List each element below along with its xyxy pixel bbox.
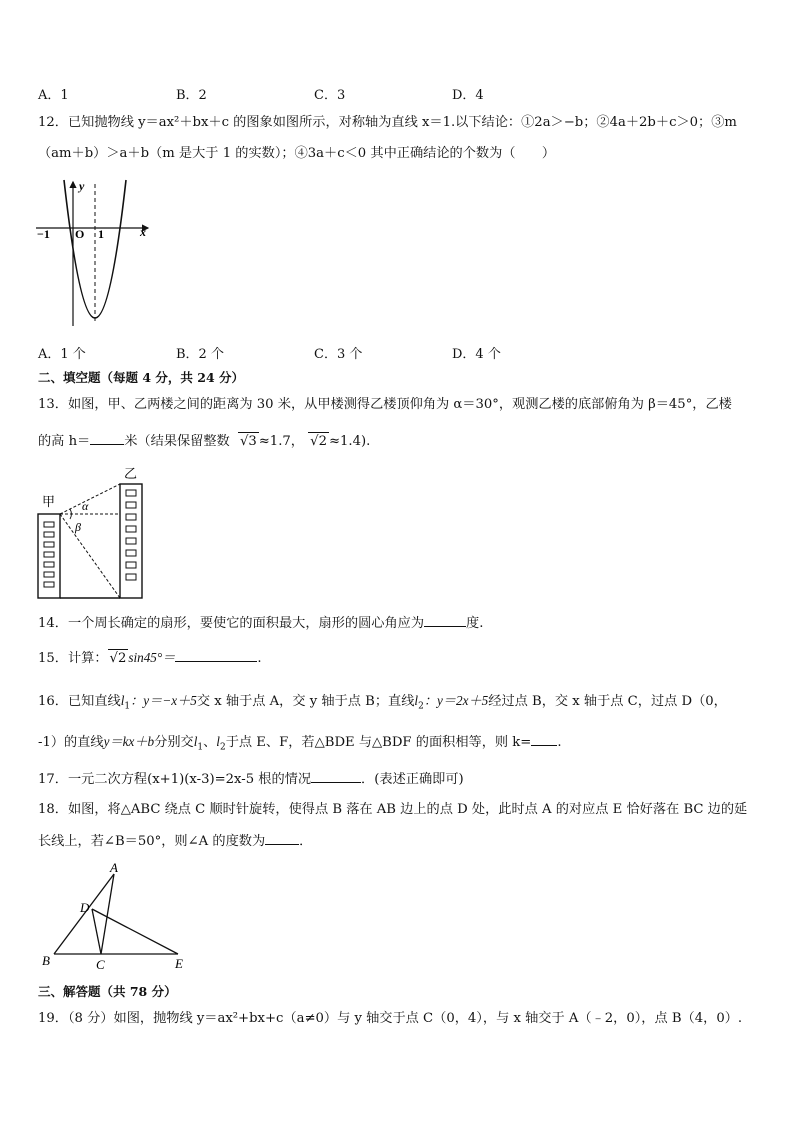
q14-text-a: 14．一个周长确定的扇形，要使它的面积最大，扇形的圆心角应为 bbox=[38, 616, 425, 631]
point-e-label: E bbox=[175, 956, 183, 971]
depression-sight-line bbox=[60, 514, 120, 598]
x-axis-label: x bbox=[140, 225, 146, 239]
q13-approx2: ≈1.4). bbox=[328, 434, 371, 449]
q13-line1: 13．如图，甲、乙两楼之间的距离为 30 米，从甲楼测得乙楼顶仰角为 α＝30°，观测乙楼的底部俯角为 β＝45°，乙楼 bbox=[38, 397, 732, 412]
q13-line2 bbox=[38, 432, 370, 451]
q19-line1: 19．（8 分）如图，抛物线 y＝ax²+bx+c（a≠0）与 y 轴交于点 C（0，4），与 x 轴交于 A（﹣2，0），点 B（4，0）. bbox=[38, 1011, 743, 1026]
q16-answer-blank[interactable] bbox=[531, 733, 557, 746]
q13-approx3: ≈1.7， bbox=[258, 434, 304, 449]
q12-parabola-graph bbox=[34, 176, 154, 328]
q16-line1 bbox=[38, 692, 727, 716]
q12-option-b: B．2 个 bbox=[176, 347, 224, 362]
label-yi: 乙 bbox=[124, 466, 138, 481]
q15-line bbox=[38, 649, 262, 668]
q11-option-a: A．1 bbox=[38, 88, 69, 103]
point-a-label: A bbox=[110, 862, 118, 875]
q16-line2-end: . bbox=[557, 735, 562, 750]
q13-answer-blank[interactable] bbox=[90, 432, 124, 445]
q17-answer-blank[interactable] bbox=[311, 770, 361, 783]
q16-line2-l2: l bbox=[216, 734, 220, 749]
q16-text-a: 16．已知直线 bbox=[38, 694, 121, 709]
q15-sqrt2: √2 bbox=[109, 651, 127, 666]
label-jia: 甲 bbox=[42, 494, 56, 509]
q12-option-a: A．1 个 bbox=[38, 347, 86, 362]
label-beta: β bbox=[75, 520, 81, 534]
q11-option-d: D．4 bbox=[452, 88, 484, 103]
q12-option-d: D．4 个 bbox=[452, 347, 501, 362]
q13-text-b: 米（结果保留整数 bbox=[124, 434, 230, 449]
elevation-sight-line bbox=[60, 484, 120, 514]
q18-line2 bbox=[38, 832, 312, 851]
q12-line2: （am＋b）＞a＋b（m 是大于 1 的实数）；④3a＋c＜0 其中正确结论的个数为（ ） bbox=[38, 146, 556, 161]
q16-text-b: 交 x 轴于点 A，交 y 轴于点 B；直线 bbox=[196, 694, 415, 709]
q16-line2 bbox=[38, 733, 562, 757]
building-yi-windows bbox=[126, 490, 136, 580]
tick-one: 1 bbox=[98, 227, 104, 241]
q18-answer-blank[interactable] bbox=[265, 832, 299, 845]
q16-line2-c: 于点 E、F，若△BDE 与△BDF 的面积相等，则 k= bbox=[225, 735, 532, 750]
q16-line2-l1: l bbox=[193, 734, 198, 749]
q16-line2-b: 分别交 bbox=[154, 735, 194, 750]
q15-sin: sin45°＝ bbox=[128, 650, 176, 665]
section3-title: 三、解答题（共 78 分） bbox=[38, 984, 177, 999]
q14-line bbox=[38, 614, 483, 633]
q18-text-a: 长线上，若∠B＝50°，则∠A 的度数为 bbox=[38, 834, 266, 849]
q16-l2-sub: 2 bbox=[418, 701, 424, 712]
q13-sqrt3: √3 bbox=[239, 434, 257, 449]
q16-l2-eq: ：y＝2x＋5 bbox=[423, 693, 489, 708]
q17-text-b: ．(表述正确即可) bbox=[361, 772, 464, 787]
q14-text-b: 度. bbox=[466, 616, 484, 631]
q16-text-c: 经过点 B，交 x 轴于点 C，过点 D（0， bbox=[488, 694, 727, 709]
section2-title: 二、填空题（每题 4 分，共 24 分） bbox=[38, 370, 245, 385]
q14-answer-blank[interactable] bbox=[424, 614, 466, 627]
q13-buildings-figure bbox=[32, 464, 162, 600]
point-c-label: C bbox=[96, 957, 105, 972]
q16-line2-sep: 、 bbox=[203, 735, 217, 750]
q12-option-c: C．3 个 bbox=[314, 347, 363, 362]
q16-l2-name: l bbox=[414, 693, 419, 708]
q11-option-c: C．3 bbox=[314, 88, 346, 103]
origin-label: O bbox=[75, 227, 85, 241]
building-yi bbox=[120, 484, 142, 598]
q13-text-a: 的高 h＝ bbox=[38, 434, 91, 449]
q18-text-b: ． bbox=[299, 834, 313, 849]
q12-line1: 12．已知抛物线 y＝ax²＋bx＋c 的图象如图所示，对称轴为直线 x＝1.以下结论：①2a＞−b；②4a＋2b＋c＞0；③m bbox=[38, 115, 737, 130]
q11-option-b: B．2 bbox=[176, 88, 207, 103]
q16-l1-sub: 1 bbox=[124, 701, 131, 712]
q16-line2-l1sub: 1 bbox=[197, 742, 204, 753]
q16-line2-a: -1）的直线 bbox=[38, 735, 104, 750]
q15-answer-blank[interactable] bbox=[175, 649, 257, 662]
segment-dc bbox=[92, 909, 101, 954]
q16-l1-name: l bbox=[120, 693, 125, 708]
q16-line2-l2sub: 2 bbox=[219, 742, 226, 753]
tick-minus-one: −1 bbox=[37, 227, 50, 241]
q18-line1: 18．如图，将△ABC 绕点 C 顺时针旋转，使得点 B 落在 AB 边上的点 D 处，此时点 A 的对应点 E 恰好落在 BC 边的延 bbox=[38, 802, 748, 817]
building-jia-windows bbox=[44, 522, 54, 587]
y-axis-label: y bbox=[79, 179, 85, 193]
point-d-label: D bbox=[80, 900, 90, 915]
q15-text-a: 15．计算： bbox=[38, 651, 108, 666]
q16-line2-eq: y＝kx＋b bbox=[103, 734, 155, 749]
q17-text-a: 17．一元二次方程(x+1)(x-3)=2x-5 根的情况 bbox=[38, 772, 312, 787]
q13-sqrt2: √2 bbox=[310, 434, 327, 449]
q18-triangle-figure bbox=[34, 862, 194, 974]
q15-end: . bbox=[257, 651, 262, 666]
q17-line bbox=[38, 770, 464, 789]
point-b-label: B bbox=[42, 953, 50, 968]
label-alpha: α bbox=[82, 499, 89, 513]
q16-l1-eq: ：y＝−x＋5 bbox=[130, 693, 197, 708]
